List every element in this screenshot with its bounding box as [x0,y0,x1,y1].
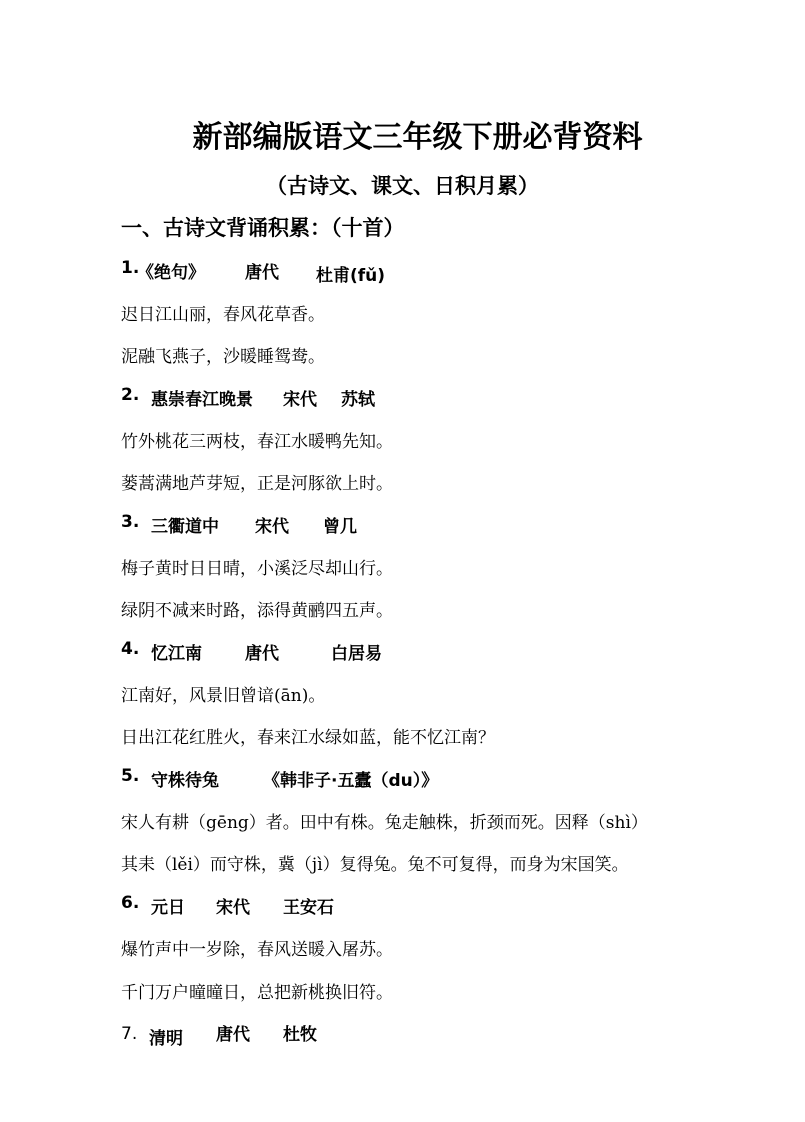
poem-line: 泥融飞燕子，沙暖睡鸳鸯。 [121,347,325,367]
poem-title: 惠崇春江晚景 [151,390,253,410]
poem-number: 2. [121,385,140,405]
poem-dynasty: 宋代 [283,390,317,410]
page-title: 新部编版语文三年级下册必背资料 [192,120,643,155]
poem-line: 宋人有耕（gēng）者。田中有株。兔走触株，折颈而死。因释（shì） [121,813,648,833]
poem-number: 1. [121,258,140,278]
poem-author: 苏轼 [341,390,375,410]
poem-dynasty: 宋代 [216,898,250,918]
poem-number: 4. [121,639,140,659]
poem-title: 三衢道中 [151,517,219,537]
poem-title: 守株待兔 [151,771,219,791]
poem-title: 忆江南 [151,644,202,664]
poem-title: 《绝句》 [137,263,205,283]
poem-line: 迟日江山丽，春风花草香。 [121,305,325,325]
poem-line: 其耒（lěi）而守株，冀（jì）复得兔。兔不可复得，而身为宋国笑。 [121,855,629,875]
poem-line: 蒌蒿满地芦芽短，正是河豚欲上时。 [121,474,393,494]
poem-author: 曾几 [323,517,357,537]
poem-dynasty: 唐代 [245,644,279,664]
poem-line: 绿阴不减来时路，添得黄鹂四五声。 [121,601,393,621]
poem-line: 梅子黄时日日晴，小溪泛尽却山行。 [121,559,393,579]
poem-number: 7. [121,1024,138,1044]
section-heading: 一、古诗文背诵积累：（十首） [121,216,405,240]
poem-author: 杜甫(fǔ) [316,266,386,286]
poem-number: 6. [121,893,140,913]
poem-source: 《韩非子·五蠹（du）》 [263,771,439,791]
poem-dynasty: 唐代 [245,263,279,283]
poem-title: 元日 [151,898,185,918]
poem-line: 江南好，风景旧曾谙(ān)。 [121,686,326,706]
poem-dynasty: 宋代 [255,517,289,537]
poem-number: 3. [121,512,140,532]
poem-number: 5. [121,766,140,786]
poem-line: 爆竹声中一岁除，春风送暖入屠苏。 [121,940,393,960]
poem-author: 白居易 [331,644,382,664]
poem-title: 清明 [149,1029,183,1049]
page-subtitle: （古诗文、课文、日积月累） [266,174,539,198]
poem-author: 王安石 [283,898,334,918]
poem-line: 千门万户曈曈日，总把新桃换旧符。 [121,983,393,1003]
poem-dynasty: 唐代 [216,1025,250,1045]
poem-line: 日出江花红胜火，春来江水绿如蓝，能不忆江南？ [121,728,495,748]
poem-line: 竹外桃花三两枝，春江水暖鸭先知。 [121,432,393,452]
poem-author: 杜牧 [283,1025,317,1045]
